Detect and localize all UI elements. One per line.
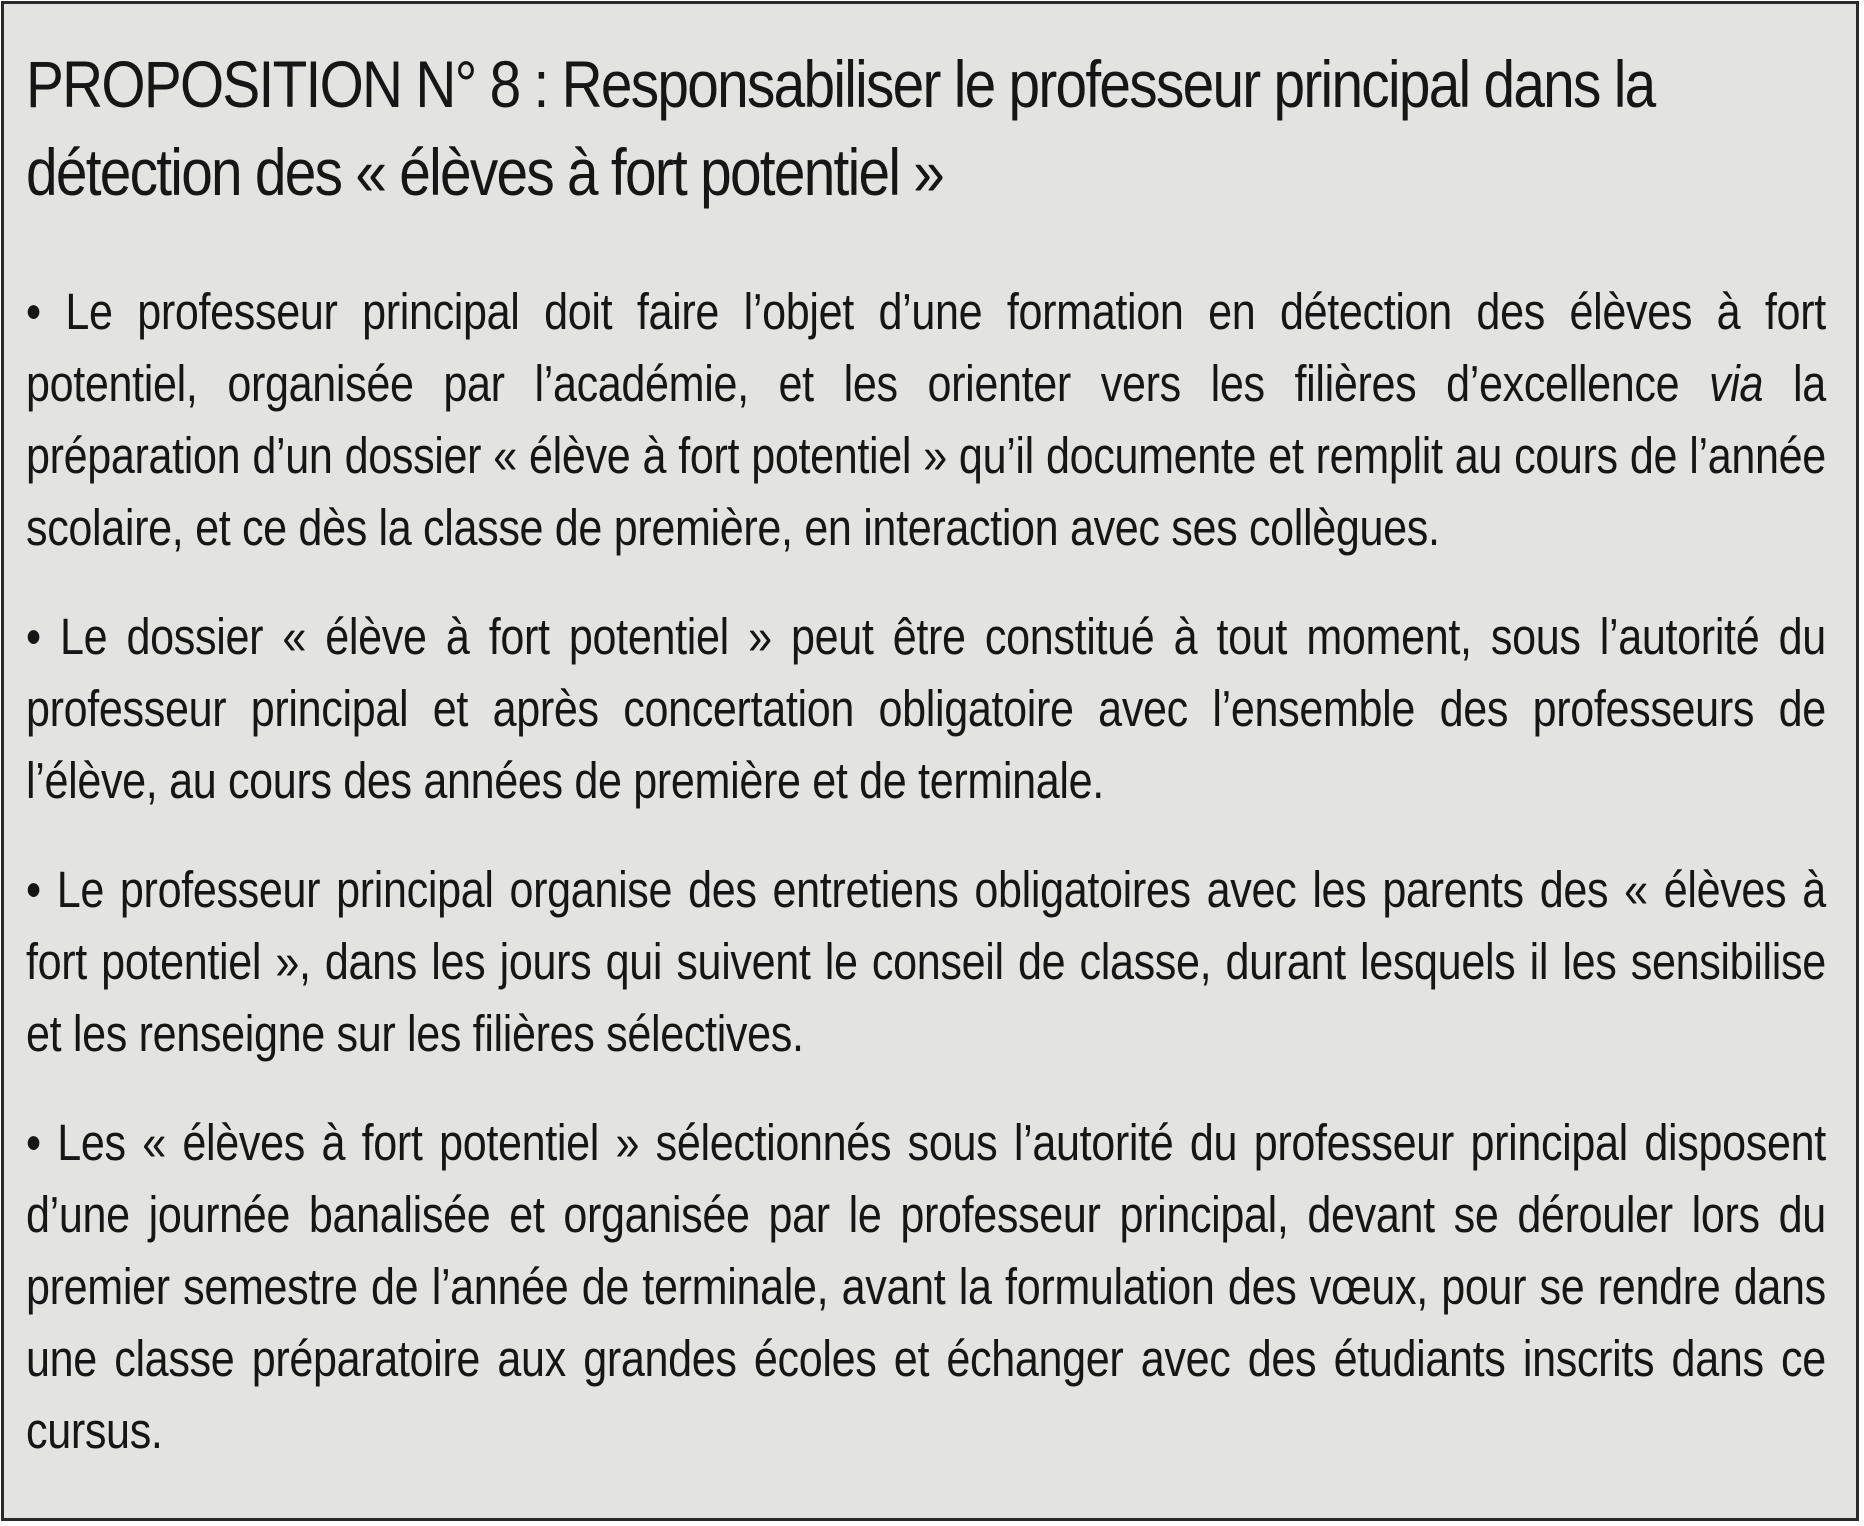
paragraph-text: • Le professeur principal doit faire l’objet d’une formation en détection des élèves à fort potentiel, organisée par l’académie, et les orienter vers les filières d’excellence (26, 283, 1826, 412)
bullet-paragraph-journee (26, 1107, 1826, 1467)
title-line-1: PROPOSITION N° 8 : Responsabiliser le professeur principal dans la (26, 47, 1655, 121)
bullet-paragraph-entretiens (26, 854, 1826, 1070)
bullet-paragraph-formation (26, 276, 1826, 564)
proposition-body (26, 276, 1826, 1504)
paragraph-text: • Le dossier « élève à fort potentiel » peut être constitué à tout moment, sous l’autorité du professeur principal et après concertation obligatoire avec l’ensemble des professeurs de l’élève, au cours des années de première et de terminale. (26, 608, 1826, 809)
title-line-2: détection des « élèves à fort potentiel » (26, 135, 944, 209)
proposition-title (26, 40, 1655, 216)
bullet-paragraph-dossier (26, 601, 1826, 817)
paragraph-text-continued: la préparation d’un dossier « élève à fort potentiel » qu’il documente et remplit au cours de l’année scolaire, et ce dès la classe de première, en interaction avec ses collègues. (26, 355, 1826, 556)
paragraph-text: • Le professeur principal organise des entretiens obligatoires avec les parents des « élèves à fort potentiel », dans les jours qui suivent le conseil de classe, durant lesquels il les sensibilise et les renseigne sur les filières sélectives. (26, 861, 1826, 1062)
proposition-box (1, 1, 1859, 1521)
paragraph-text: • Les « élèves à fort potentiel » sélectionnés sous l’autorité du professeur principal disposent d’une journée banalisée et organisée par le professeur principal, devant se dérouler lors du premier semestre de l’année de terminale, avant la formulation des vœux, pour se rendre dans une classe préparatoire aux grandes écoles et échanger avec des étudiants inscrits dans ce cursus. (26, 1114, 1826, 1459)
paragraph-emphasis: via (1709, 355, 1764, 412)
